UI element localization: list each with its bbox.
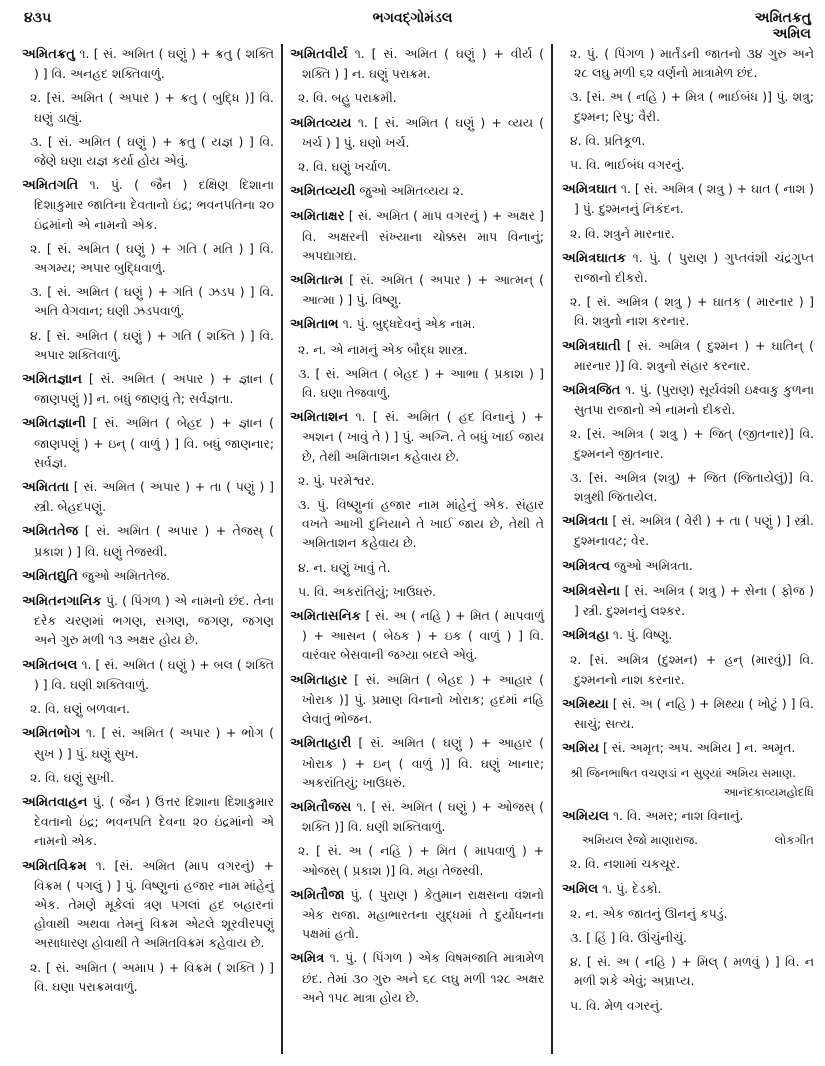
definition: ૫. વિ. અકરાંતિયું; ખાઉધરું. bbox=[298, 583, 436, 599]
definition: ૪. [ સં. અ ( નહિ ) + મિલ્ ( મળવું ) ] વિ. ન મળી શકે એવું; અપ્રાપ્ય. bbox=[570, 954, 814, 989]
dictionary-entry bbox=[290, 948, 544, 1007]
dictionary-entry bbox=[290, 181, 544, 201]
definition: પું. ( પુરાણ ) કેતુમાન રાક્ષસના વંશનો એક રાજા. મહાભારતના યુદ્ધમાં તે દુર્યોધનના પક્ષમાં હતો. bbox=[302, 886, 544, 942]
definition: ૩. [ હિં ] વિ. ઊંચુંનીચું. bbox=[570, 929, 687, 945]
headword: અમિતતા bbox=[22, 480, 69, 496]
definition: ૨. વિ. નશામાં ચકચૂર. bbox=[570, 856, 681, 872]
dictionary-entry bbox=[562, 806, 814, 826]
entry-sense bbox=[562, 155, 814, 174]
definition: ૩. [ સં. અમિત ( ઘણું ) + ગતિ ( ઝડપ ) ] વિ. અતિ વેગવાન; ઘણી ઝડપવાળું. bbox=[30, 284, 274, 319]
dictionary-entry bbox=[290, 670, 544, 729]
definition: ૪. વિ. પ્રતિકૂળ. bbox=[570, 132, 646, 148]
headword: અમિતભોગ bbox=[22, 726, 81, 742]
entry-sense bbox=[290, 558, 544, 577]
headword: અમિતગતિ bbox=[22, 178, 79, 194]
dictionary-entry bbox=[22, 856, 274, 953]
definition: ૨. વિ. શત્રુને મારનાર. bbox=[570, 225, 675, 241]
headword: અમિય bbox=[562, 741, 600, 757]
dictionary-entry bbox=[562, 738, 814, 758]
definition: ૧. [ સં. અમિત ( ઘણું ) + ક્રતુ ( શક્તિ ) ] વિ. અનહદ શક્તિવાળું. bbox=[34, 46, 274, 82]
headword: અમિત્રતા bbox=[562, 514, 609, 530]
entry-sense bbox=[22, 282, 274, 320]
headword: અમિતક્રતુ bbox=[22, 47, 76, 62]
definition: ૩. [સં. અ ( નહિ ) + મિત્ર ( ભાઈબંધ )] પું. શત્રુ; દુશ્મન; રિપુ; વૈરી. bbox=[570, 89, 814, 124]
dictionary-entry bbox=[290, 270, 544, 309]
dictionary-entry bbox=[22, 477, 274, 516]
entry-sense bbox=[290, 364, 544, 402]
definition: ૨. પું. ( પિંગળ ) માર્તંડની જાતનો ૩૪ ગુરુ અને ૨૮ લઘુ મળી ૬૨ વર્ણનો માત્રામેળ છંદ. bbox=[570, 46, 814, 81]
definition: ૨. ન. એક જાતનું ઊનનું કપડું. bbox=[570, 905, 728, 921]
entry-sense bbox=[290, 582, 544, 601]
definition: ૨. [સં. અમિત્ર ( શત્રુ ) + જિત્ (જીતનાર)] વિ. દુશ્મનને જીતનાર. bbox=[570, 426, 814, 461]
definition: [ સં. અમિત્ર ( દુશ્મન ) + ઘાતિન્ ( મારનાર )] વિ. શત્રુનો સંહાર કરનાર. bbox=[574, 337, 814, 373]
definition: ૧. પું. દેડકો. bbox=[602, 880, 662, 896]
definition: ૧. [સં. અમિત (માપ વગરનું) + વિક્રમ ( પગલું ) ] પું. વિષ્ણુનાં હજાર નામ માંહેનું એક. તેમણે મૂકેલાં ત્રણ પગલાં હદ બહારનાં હોવાથી અથવા તેમનું વિક્રમ એટલે શૂરવીરપણું અસાધારણ હોવાથી તે અમિતવિક્રમ કહેવાય છે. bbox=[34, 857, 274, 951]
headword: અમિત્રજિત bbox=[562, 383, 621, 399]
definition: [ સં. અ ( નહિ ) + મિથ્યા ( ખોટું ) ] વિ. સાચું; સત્ય. bbox=[574, 695, 814, 732]
definition: ૨. વિ. ઘણું બળવાન. bbox=[30, 701, 130, 717]
dictionary-entry bbox=[290, 44, 544, 83]
headword: અમિતજ્ઞાન bbox=[22, 372, 83, 388]
dictionary-entry bbox=[562, 556, 814, 576]
definition: [ સં. અમિત ( માપ વગરનું ) + અક્ષર ] વિ. અક્ષરની સંખ્યાના ચોક્કસ માપ વિનાનું; અપદ્યાગદ્ય. bbox=[302, 208, 544, 263]
headword: અમિત્રસેના bbox=[562, 583, 621, 599]
entry-sense bbox=[562, 928, 814, 947]
definition: [ સં. અમિત્ર ( શત્રુ ) + સેના ( ફોજ ) ] સ્ત્રી. દુશ્મનનું લશ્કર. bbox=[574, 582, 814, 619]
dictionary-entry bbox=[22, 521, 274, 560]
entry-sense bbox=[562, 131, 814, 150]
entry-sense bbox=[22, 132, 274, 170]
headword: અમિતવ્યયી bbox=[290, 184, 356, 200]
headword: અમિતાસનિક bbox=[290, 609, 361, 625]
quotation-source: આનંદકાવ્યમહોદધિ bbox=[723, 784, 814, 799]
entry-sense bbox=[562, 424, 814, 462]
entry-sense bbox=[22, 88, 274, 126]
headword: અમિતનગાનિક bbox=[22, 594, 102, 610]
entry-sense bbox=[562, 996, 814, 1015]
headword: અમિતવ્યય bbox=[290, 115, 352, 131]
dictionary-entry bbox=[290, 733, 544, 792]
definition: ૩. [ સં. અમિત ( બેહદ ) + આભા ( પ્રકાશ ) ] વિ. ઘણા તેજવાળું. bbox=[298, 365, 544, 401]
definition: ૧. પું. ( પુરાણ ) ગુપ્તવંશી ચંદ્રગુપ્ત રાજાનો દીકરો. bbox=[574, 249, 814, 286]
definition: [ સં. અમિત્ર ( વેરી ) + તા ( પણું ) ] સ્ત્રી. દુશ્મનાવટ; વેર. bbox=[574, 513, 814, 549]
column-2 bbox=[290, 44, 544, 1012]
entry-sense bbox=[290, 157, 544, 176]
definition: ૪. [ સં. અમિત ( ઘણું ) + ગતિ ( શક્તિ ) ] વિ. અપાર શક્તિવાળું. bbox=[30, 327, 274, 362]
dictionary-entry bbox=[562, 336, 814, 375]
headword: અમિતાભ bbox=[290, 317, 339, 333]
headword: અમિતદ્યુતિ bbox=[22, 568, 79, 584]
dictionary-entry bbox=[22, 723, 274, 762]
headword: અમિલ bbox=[562, 881, 599, 897]
entry-sense bbox=[22, 699, 274, 718]
entry-sense bbox=[562, 854, 814, 873]
entry-sense bbox=[562, 650, 814, 688]
dictionary-entry bbox=[562, 248, 814, 287]
column-1 bbox=[22, 44, 274, 1001]
headword: અમિત્ર bbox=[290, 951, 325, 967]
headword: અમિતબલ bbox=[22, 657, 78, 673]
entry-sense bbox=[562, 87, 814, 125]
entry-sense bbox=[562, 44, 814, 82]
headword: અમિતજ્ઞાની bbox=[22, 416, 86, 432]
definition: ૫. વિ. ભાઈબંધ વગરનું. bbox=[570, 157, 685, 173]
headword: અમિતવીર્ય bbox=[290, 47, 348, 62]
definition: [ સં. અમિત ( ઘણું ) + આહાર ( ખોરાક ) + ઇન્ ( વાળું )] વિ. ઘણું ખાનાર; અકરાંતિયું; ખાઉધરું. bbox=[302, 735, 544, 790]
definition: ૫. વિ. મેળ વગરનું. bbox=[570, 997, 664, 1013]
dictionary-entry bbox=[22, 44, 274, 83]
dictionary-entry bbox=[22, 369, 274, 408]
headword: અમિતાહારી bbox=[290, 736, 352, 752]
entry-sense bbox=[290, 471, 544, 490]
headword: અમિત્રત્વ bbox=[562, 558, 611, 574]
dictionary-entry bbox=[22, 413, 274, 472]
column-divider bbox=[281, 44, 283, 1054]
definition: ૨. [સં. અમિત્ર (દુશ્મન) + હન્ (મારવું)] વિ. દુશ્મનનો નાશ કરનાર. bbox=[570, 652, 814, 687]
entry-sense bbox=[22, 768, 274, 787]
headword: અમિતતેજ bbox=[22, 524, 79, 540]
guide-word-first: અમિતક્રતુ bbox=[754, 10, 811, 26]
definition: ૨. વિ. ઘણું સુખી. bbox=[30, 769, 115, 785]
definition: [ સં. અમિત ( બેહદ ) + જ્ઞાન ( જાણપણું ) + ઇન્ ( વાળું ) ] વિ. બધું જાણનાર; સર્વજ્ઞ. bbox=[34, 415, 274, 470]
dictionary-entry bbox=[562, 625, 814, 645]
dictionary-entry bbox=[22, 566, 274, 586]
dictionary-entry bbox=[290, 206, 544, 265]
headword: અમિતૌજસ bbox=[290, 799, 352, 815]
guide-word-last: અમિલ bbox=[772, 26, 811, 42]
headword: અમિતાત્મ bbox=[290, 273, 344, 289]
dictionary-entry bbox=[562, 179, 814, 218]
entry-sense bbox=[562, 952, 814, 990]
quotation-source: લોકગીત bbox=[774, 833, 814, 848]
definition: પું. ( પિંગળ ) એ નામનો છંદ. તેના દરેક ચરણમાં ભગણ, સગણ, જગણ, જગણ અને ગુરુ મળી ૧૩ અક્ષર હોય છે. bbox=[34, 593, 274, 648]
column-divider bbox=[551, 44, 553, 1054]
definition: [ સં. અમિત ( અપાર ) + જ્ઞાન ( જાણપણું )] ન. બધું જાણવું તે; સર્વજ્ઞતા. bbox=[34, 371, 274, 407]
definition: ૨. [ સં. અ ( નહિ ) + મિત ( માપવાળું ) + ઓજસ્ ( પ્રકાશ )] વિ. મહા તેજસ્વી. bbox=[298, 843, 544, 878]
entry-sense bbox=[562, 904, 814, 923]
definition: ૨. પું. પરમેશ્વર. bbox=[298, 472, 375, 488]
dictionary-entry bbox=[22, 655, 274, 694]
headword: અમિતવાહન bbox=[22, 794, 88, 810]
entry-sense bbox=[290, 88, 544, 107]
entry-sense bbox=[22, 326, 274, 364]
dictionary-entry bbox=[290, 407, 544, 466]
definition: ૨. વિ. બહુ પરાક્રમી. bbox=[298, 90, 397, 106]
book-title: ભગવદ્ગોમંડલ bbox=[372, 10, 453, 26]
definition: ૪. ન. ઘણું ખાવું તે. bbox=[298, 559, 391, 575]
headword: અમિત્રઘાતી bbox=[562, 338, 621, 354]
guide-words bbox=[755, 10, 811, 42]
definition: ૧. [ સં. અમિત ( ઘણું ) + વ્યય ( ખર્ચ ) ] પું. ઘણો ખર્ચ. bbox=[302, 114, 544, 150]
definition: ૨. [સં. અમિત ( અપાર ) + ક્રતુ ( બુદ્ધિ )] વિ. ઘણું ડાહ્યું. bbox=[30, 90, 274, 125]
definition: ૩. [ સં. અમિત ( ઘણું ) + ક્રતુ ( યજ્ઞ ) ] વિ. જેણે ઘણા યજ્ઞ કર્યા હોય એવું. bbox=[30, 133, 274, 169]
quotation-line bbox=[562, 831, 814, 850]
definition: ૩. [સં. અમિત્ર (શત્રુ) + જિત (જિતાયેલું)] વિ. શત્રુથી જિતાયેલ. bbox=[570, 469, 814, 505]
entry-sense bbox=[290, 340, 544, 359]
definition: ૧. પું. વિષ્ણુ. bbox=[612, 627, 673, 643]
definition: ૨. ન. એ નામનું એક બૌદ્ધ શાસ્ત્ર. bbox=[298, 341, 468, 357]
dictionary-entry bbox=[562, 380, 814, 419]
entry-sense bbox=[562, 224, 814, 243]
headword: અમિત્રઘાત bbox=[562, 182, 617, 198]
definition: ૧. વિ. અમર; નાશ વિનાનું. bbox=[612, 807, 744, 823]
definition: ૧. [ સં. અમિત ( ઘણું ) + ઓજસ્ ( શક્તિ )] વિ. ઘણી શક્તિવાળું. bbox=[302, 798, 544, 835]
definition: [ સં. અમિત ( અપાર ) + આત્મન્ ( આત્મા ) ] પું. વિષ્ણુ. bbox=[302, 272, 544, 308]
dictionary-entry bbox=[290, 797, 544, 836]
entry-sense bbox=[290, 495, 544, 553]
definition: ૧. [ સં. અમિત ( ઘણું ) + વીર્ય ( શક્તિ ) ] ન. ઘણું પરાક્રમ. bbox=[302, 46, 544, 82]
definition: ૩. પું. વિષ્ણુનાં હજાર નામ માંહેનું એક. સંહાર વખતે આખી દુનિયાને તે ખાઈ જાય છે, તેથી તે અમિતાશન કહેવાય છે. bbox=[298, 497, 544, 551]
definition: [ સં. અમિત ( અપાર ) + તેજસ્ ( પ્રકાશ ) ] વિ. ઘણું તેજસ્વી. bbox=[34, 523, 274, 559]
definition: ૨. વિ. ઘણું ખર્ચાળ. bbox=[298, 159, 392, 175]
headword: અમિતાહાર bbox=[290, 672, 348, 688]
headword: અમિતવિક્રમ bbox=[22, 858, 87, 874]
entry-sense bbox=[562, 292, 814, 330]
dictionary-entry bbox=[22, 175, 274, 234]
definition: ૧. [ સં. અમિત ( ઘણું ) + બલ ( શક્તિ ) ] વિ. ઘણી શક્તિવાળું. bbox=[34, 656, 274, 692]
dictionary-entry bbox=[562, 694, 814, 733]
definition: [ સં. અમિત ( બેહદ ) + આહાર ( ખોરાક )] પું. પ્રમાણ વિનાનો ખોરાક; હદમાં નહિ લેવાતું ભોજન. bbox=[302, 671, 544, 727]
definition: ૧. પું. ( જૈન ) દક્ષિણ દિશાના દિશાકુમાર જાતિના દેવતાનો ઇંદ્ર; ભવનપતિના ૨૦ ઇંદ્રમાંનો એ નામનો એક. bbox=[34, 177, 274, 232]
dictionary-entry bbox=[562, 511, 814, 550]
definition: પું. ( જૈન ) ઉત્તર દિશાના દિશાકુમાર દેવતાનો ઇંદ્ર; ભવનપતિ દેવના ૨૦ ઇંદ્રમાંનો એ નામનો એક. bbox=[34, 793, 274, 849]
definition: ૧. [ સં. અમિત્ર ( શત્રુ ) + ઘાત ( નાશ ) ] પું. દુશ્મનનું નિકંદન. bbox=[574, 181, 814, 217]
column-3 bbox=[562, 44, 814, 1020]
dictionary-entry bbox=[562, 581, 814, 620]
dictionary-entry bbox=[22, 792, 274, 851]
definition: ૧. પું. બુદ્ધદેવનું એક નામ. bbox=[342, 316, 476, 332]
headword: અમિયલ bbox=[562, 808, 609, 824]
dictionary-entry bbox=[290, 113, 544, 152]
headword: અમિતાશન bbox=[290, 410, 349, 426]
definition: ૨. [ સં. અમિત ( ઘણું ) + ગતિ ( મતિ ) ] વિ. અગમ્ય; અપાર બુદ્ધિવાળું. bbox=[30, 240, 274, 276]
dictionary-entry bbox=[290, 314, 544, 334]
definition: [ સં. અમિત ( અપાર ) + તા ( પણું ) ] સ્ત્રી. બેહદપણું. bbox=[34, 479, 274, 515]
headword: અમિત્રઘાતક bbox=[562, 250, 627, 266]
definition: ૧. [ સં. અમિત ( અપાર ) + ભોગ ( સુખ ) ] પું. ઘણું સુખ. bbox=[34, 725, 274, 761]
entry-sense bbox=[562, 468, 814, 506]
quotation: શ્રી જિનભાષિત વચણડાં ન સુણ્યાં અમિય સમાણ. bbox=[570, 765, 796, 780]
definition: જુઓ અમિતતેજ. bbox=[81, 567, 171, 583]
definition: જુઓ અમિતવ્યય ૨. bbox=[359, 183, 464, 199]
page-number: ૪૩૫ bbox=[24, 10, 52, 26]
headword: અમિતાક્ષર bbox=[290, 209, 345, 225]
definition: [ સં. અમૃત; અપ. અમિય ] ન. અમૃત. bbox=[602, 740, 796, 756]
dictionary-entry bbox=[562, 879, 814, 899]
definition: ૧. પું. (પુરાણ) સૂર્યવંશી ઇક્ષ્વાકુ કુળના સુતપા રાજાનો એ નામનો દીકરો. bbox=[574, 382, 814, 418]
entry-sense bbox=[22, 958, 274, 996]
definition: ૨. [ સં. અમિત્ર ( શત્રુ ) + ઘાતક ( મારનાર ) ] વિ. શત્રુનો નાશ કરનાર. bbox=[570, 294, 814, 329]
definition: ૧. [ સં. અમિત ( હદ વિનાનું ) + અશન ( ખાવું તે ) ] પું. અગ્નિ. તે બધું ખાઈ જાય છે, તેથી અમિતાશન કહેવાય છે. bbox=[302, 409, 544, 464]
definition: જુઓ અમિત્રતા. bbox=[614, 557, 693, 573]
headword: અમિથ્યા bbox=[562, 696, 609, 712]
headword: અમિતૌજા bbox=[290, 887, 345, 903]
entry-sense bbox=[22, 239, 274, 277]
entry-sense bbox=[290, 841, 544, 879]
dictionary-entry bbox=[22, 591, 274, 650]
definition: [ સં. અ ( નહિ ) + મિત ( માપવાળું ) + આસન ( બેઠક ) + ઇક ( વાળું ) ] વિ. વારંવાર બેસવાની જગ્યા બદલે એવું. bbox=[302, 608, 544, 663]
quotation: અમિયલ રેજો માણારાજ. bbox=[582, 833, 698, 848]
dictionary-entry bbox=[290, 885, 544, 944]
dictionary-entry bbox=[290, 606, 544, 665]
page-header bbox=[0, 4, 825, 44]
definition: ૧. પું. ( પિંગળ ) એક વિષમજાતિ માત્રામેળ છંદ. તેમાં ૩૦ ગુરુ અને ૬૮ લઘુ મળી ૧૨૮ અક્ષર અને ૧૫૮ માત્રા હોય છે. bbox=[302, 950, 544, 1005]
definition: ૨. [ સં. અમિત ( અમાપ ) + વિક્રમ ( શક્તિ ) ] વિ. ઘણા પરાક્રમવાળું. bbox=[30, 959, 274, 994]
headword: અમિત્રહા bbox=[562, 628, 609, 644]
